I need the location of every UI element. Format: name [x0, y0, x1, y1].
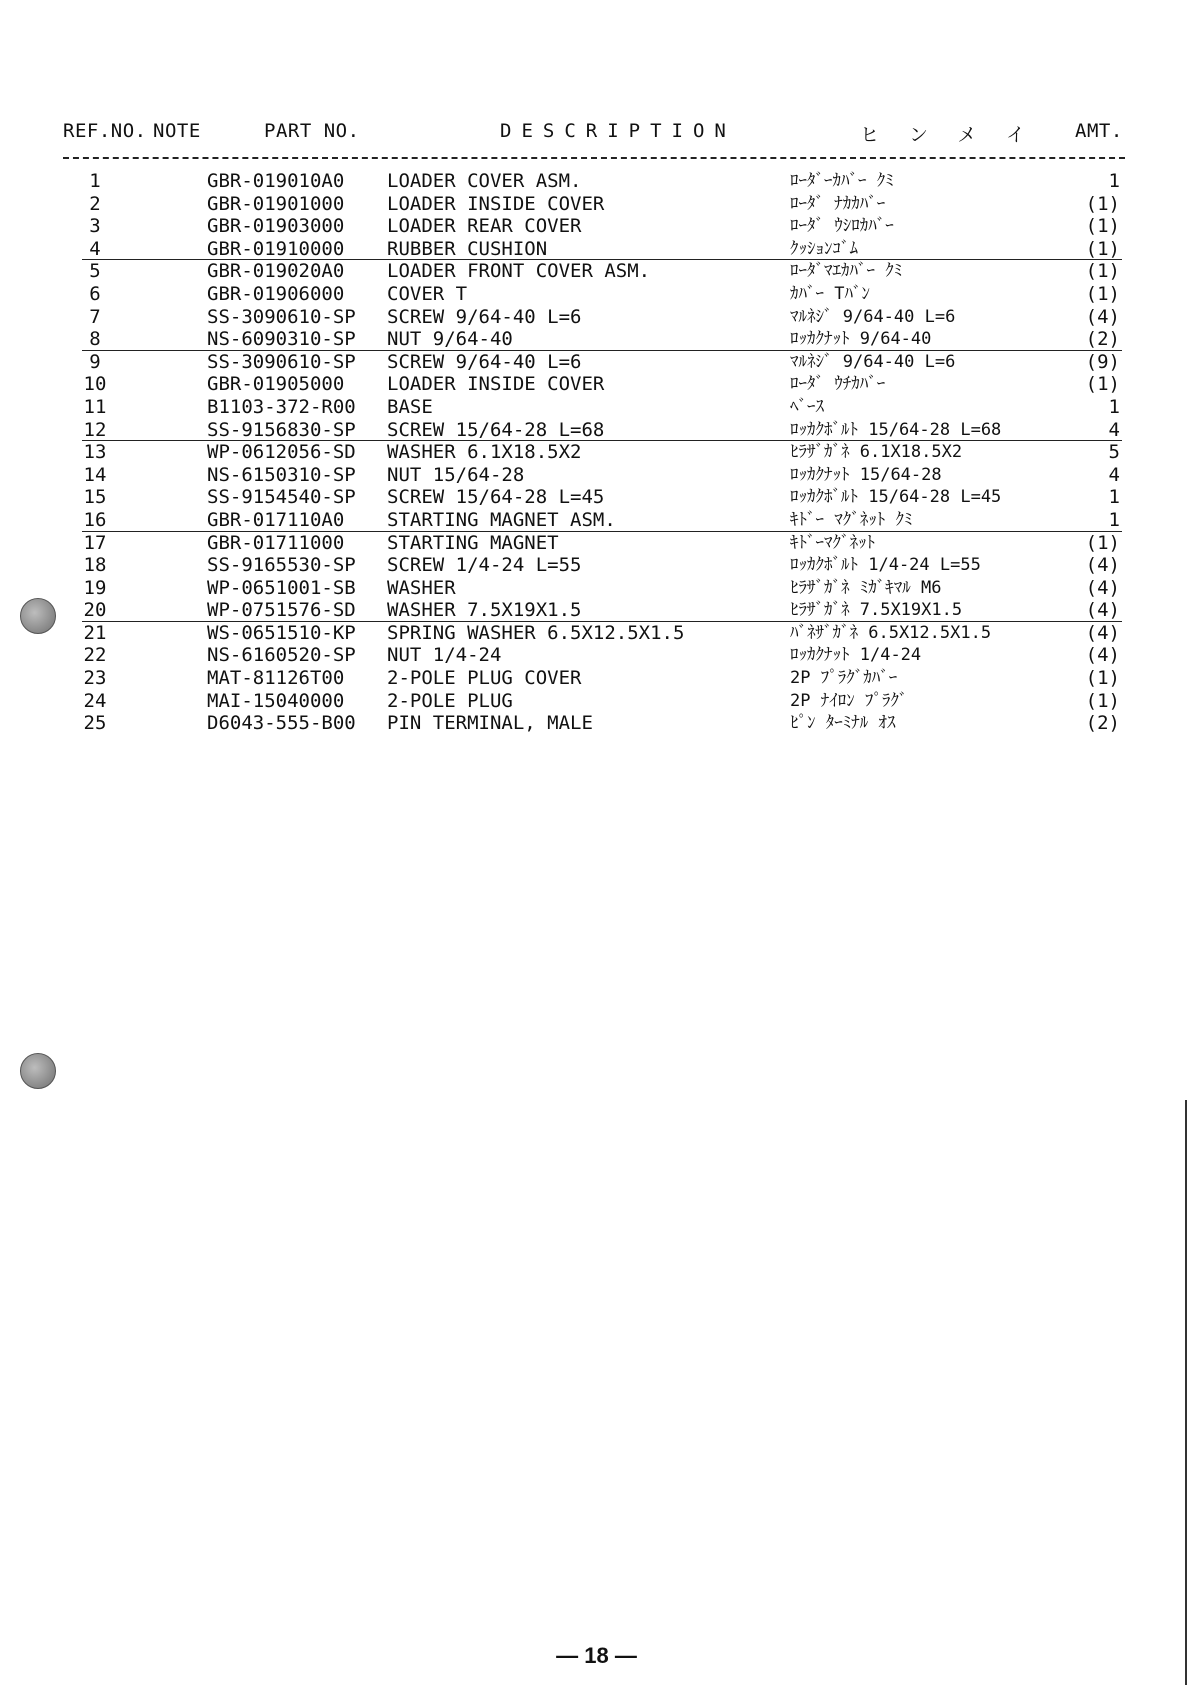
kana-cell: ﾋﾟﾝ ﾀｰﾐﾅﾙ ｵｽ	[790, 713, 896, 734]
header-divider	[63, 157, 1125, 159]
kana-cell: ﾋﾗｻﾞｶﾞﾈ 7.5X19X1.5	[790, 600, 963, 621]
part-cell: GBR-017110A0	[207, 508, 345, 531]
description-cell: SCREW 9/64-40 L=6	[387, 350, 582, 373]
part-cell: SS-9154540-SP	[207, 486, 356, 509]
description-cell: SCREW 15/64-28 L=68	[387, 418, 605, 441]
ref-cell: 12	[83, 418, 107, 441]
kana-cell: 2P ﾌﾟﾗｸﾞｶﾊﾞｰ	[790, 668, 898, 689]
table-row	[0, 238, 1193, 261]
part-cell: SS-9165530-SP	[207, 554, 356, 577]
part-cell: GBR-01910000	[207, 237, 345, 260]
description-cell: SCREW 15/64-28 L=45	[387, 486, 605, 509]
description-cell: WASHER 6.1X18.5X2	[387, 441, 582, 464]
table-row	[0, 396, 1193, 419]
ref-cell: 20	[83, 599, 107, 622]
table-row	[0, 215, 1193, 238]
part-cell: GBR-019020A0	[207, 260, 345, 283]
description-cell: NUT 15/64-28	[387, 463, 525, 486]
ref-cell: 16	[83, 508, 107, 531]
ref-cell: 18	[83, 554, 107, 577]
header-kana: ヒンメイ	[860, 124, 1056, 146]
ref-cell: 10	[83, 373, 107, 396]
punch-hole-icon	[20, 1053, 56, 1089]
part-cell: WS-0651510-KP	[207, 621, 356, 644]
amt-cell: (1)	[1085, 237, 1120, 260]
description-cell: STARTING MAGNET	[387, 531, 559, 554]
description-cell: LOADER FRONT COVER ASM.	[387, 260, 651, 283]
amt-cell: 4	[1108, 463, 1120, 486]
part-cell: SS-3090610-SP	[207, 305, 356, 328]
table-row	[0, 509, 1193, 532]
kana-cell: ｷﾄﾞｰﾏｸﾞﾈｯﾄ	[790, 532, 875, 553]
description-cell: PIN TERMINAL, MALE	[387, 712, 593, 735]
kana-cell: ﾛｯｶｸﾅｯﾄ 1/4-24	[790, 645, 922, 666]
kana-cell: ﾛｰﾀﾞ ｳﾁｶﾊﾞｰ	[790, 374, 886, 395]
page-number: — 18 —	[556, 1643, 637, 1668]
header-part-no: PART NO.	[264, 120, 360, 142]
table-row	[0, 554, 1193, 577]
description-cell: LOADER REAR COVER	[387, 215, 582, 238]
ref-cell: 19	[83, 576, 107, 599]
part-cell: D6043-555-B00	[207, 712, 356, 735]
scan-edge-line	[1185, 1100, 1187, 1685]
table-row	[0, 283, 1193, 306]
kana-cell: ﾛｰﾀﾞ ﾅｶｶﾊﾞｰ	[790, 193, 886, 214]
amt-cell: (1)	[1085, 282, 1120, 305]
description-cell: 2-POLE PLUG COVER	[387, 667, 582, 690]
description-cell: STARTING MAGNET ASM.	[387, 508, 616, 531]
ref-cell: 4	[89, 237, 101, 260]
part-cell: NS-6150310-SP	[207, 463, 356, 486]
table-row	[0, 306, 1193, 329]
table-row	[0, 260, 1193, 283]
part-cell: WP-0612056-SD	[207, 441, 356, 464]
description-cell: LOADER COVER ASM.	[387, 170, 582, 192]
ref-cell: 7	[89, 305, 101, 328]
amt-cell: (4)	[1085, 621, 1120, 644]
kana-cell: ﾊﾞﾈｻﾞｶﾞﾈ 6.5X12.5X1.5	[790, 622, 992, 643]
part-cell: GBR-01903000	[207, 215, 345, 238]
description-cell: COVER T	[387, 282, 468, 305]
ref-cell: 15	[83, 486, 107, 509]
part-cell: NS-6160520-SP	[207, 644, 356, 667]
table-row	[0, 667, 1193, 690]
kana-cell: 2P ﾅｲﾛﾝ ﾌﾟﾗｸﾞ	[790, 690, 908, 711]
amt-cell: (4)	[1085, 576, 1120, 599]
kana-cell: ｶﾊﾞｰ Tﾊﾞﾝ	[790, 283, 870, 304]
part-cell: GBR-01711000	[207, 531, 345, 554]
table-row	[0, 486, 1193, 509]
amt-cell: 1	[1108, 486, 1120, 509]
amt-cell: 4	[1108, 418, 1120, 441]
amt-cell: (2)	[1085, 328, 1120, 351]
part-cell: B1103-372-R00	[207, 395, 356, 418]
part-cell: NS-6090310-SP	[207, 328, 356, 351]
part-cell: SS-3090610-SP	[207, 350, 356, 373]
part-cell: WP-0651001-SB	[207, 576, 356, 599]
part-cell: GBR-01901000	[207, 192, 345, 215]
ref-cell: 1	[89, 170, 101, 192]
description-cell: 2-POLE PLUG	[387, 689, 513, 712]
amt-cell: (2)	[1085, 712, 1120, 735]
description-cell: NUT 9/64-40	[387, 328, 513, 351]
header-ref-no: REF.NO.	[63, 120, 147, 142]
description-cell: WASHER 7.5X19X1.5	[387, 599, 582, 622]
table-row	[0, 328, 1193, 351]
description-cell: SCREW 1/4-24 L=55	[387, 554, 582, 577]
description-cell: NUT 1/4-24	[387, 644, 502, 667]
amt-cell: (4)	[1085, 305, 1120, 328]
description-cell: SCREW 9/64-40 L=6	[387, 305, 582, 328]
part-cell: SS-9156830-SP	[207, 418, 356, 441]
parts-table	[0, 170, 1193, 735]
part-cell: GBR-01905000	[207, 373, 345, 396]
kana-cell: ﾛｯｶｸﾎﾞﾙﾄ 15/64-28 L=68	[790, 419, 1002, 440]
part-cell: WP-0751576-SD	[207, 599, 356, 622]
part-cell: MAI-15040000	[207, 689, 345, 712]
kana-cell: ｷﾄﾞｰ ﾏｸﾞﾈｯﾄ ｸﾐ	[790, 509, 913, 530]
amt-cell: (1)	[1085, 373, 1120, 396]
table-row	[0, 464, 1193, 487]
amt-cell: (4)	[1085, 599, 1120, 622]
amt-cell: (1)	[1085, 531, 1120, 554]
kana-cell: ﾛｰﾀﾞｰｶﾊﾞｰ ｸﾐ	[790, 171, 894, 191]
amt-cell: (1)	[1085, 667, 1120, 690]
table-row	[0, 170, 1193, 193]
table-row	[0, 373, 1193, 396]
kana-cell: ｸｯｼｮﾝｺﾞﾑ	[790, 238, 858, 259]
ref-cell: 23	[83, 667, 107, 690]
table-row	[0, 712, 1193, 735]
ref-cell: 5	[89, 260, 101, 283]
table-row	[0, 622, 1193, 645]
amt-cell: 1	[1108, 508, 1120, 531]
kana-cell: ﾋﾗｻﾞｶﾞﾈ 6.1X18.5X2	[790, 442, 963, 463]
ref-cell: 11	[83, 395, 107, 418]
table-row	[0, 577, 1193, 600]
amt-cell: (9)	[1085, 350, 1120, 373]
ref-cell: 8	[89, 328, 101, 351]
table-row	[0, 193, 1193, 216]
amt-cell: (4)	[1085, 644, 1120, 667]
amt-cell: (1)	[1085, 689, 1120, 712]
description-cell: WASHER	[387, 576, 456, 599]
description-cell: BASE	[387, 395, 433, 418]
table-row	[0, 419, 1193, 442]
amt-cell: (4)	[1085, 554, 1120, 577]
amt-cell: 5	[1108, 441, 1120, 464]
description-cell: SPRING WASHER 6.5X12.5X1.5	[387, 621, 685, 644]
description-cell: LOADER INSIDE COVER	[387, 373, 605, 396]
ref-cell: 6	[89, 282, 101, 305]
part-cell: GBR-01906000	[207, 282, 345, 305]
header-note: NOTE	[153, 120, 201, 142]
ref-cell: 9	[89, 350, 101, 373]
amt-cell: (1)	[1085, 215, 1120, 238]
part-cell: GBR-019010A0	[207, 170, 345, 192]
kana-cell: ﾍﾞｰｽ	[790, 396, 824, 417]
ref-cell: 13	[83, 441, 107, 464]
description-cell: RUBBER CUSHION	[387, 237, 548, 260]
kana-cell: ﾛｰﾀﾞ ｳｼﾛｶﾊﾞｰ	[790, 216, 894, 237]
table-row	[0, 351, 1193, 374]
ref-cell: 24	[83, 689, 107, 712]
kana-cell: ﾛｰﾀﾞﾏｴｶﾊﾞｰ ｸﾐ	[790, 261, 903, 282]
ref-cell: 2	[89, 192, 101, 215]
kana-cell: ﾛｯｶｸﾎﾞﾙﾄ 15/64-28 L=45	[790, 487, 1002, 508]
ref-cell: 21	[83, 621, 107, 644]
kana-cell: ﾛｯｶｸﾅｯﾄ 15/64-28	[790, 464, 942, 485]
amt-cell: (1)	[1085, 192, 1120, 215]
kana-cell: ﾋﾗｻﾞｶﾞﾈ ﾐｶﾞｷﾏﾙ M6	[790, 577, 942, 598]
table-row	[0, 532, 1193, 555]
ref-cell: 3	[89, 215, 101, 238]
kana-cell: ﾛｯｶｸﾅｯﾄ 9/64-40	[790, 329, 932, 350]
amt-cell: 1	[1108, 170, 1120, 192]
amt-cell: (1)	[1085, 260, 1120, 283]
table-row	[0, 441, 1193, 464]
ref-cell: 22	[83, 644, 107, 667]
description-cell: LOADER INSIDE COVER	[387, 192, 605, 215]
header-amt: AMT.	[1075, 120, 1123, 142]
kana-cell: ﾏﾙﾈｼﾞ 9/64-40 L=6	[790, 306, 956, 327]
part-cell: MAT-81126T00	[207, 667, 345, 690]
table-row	[0, 690, 1193, 713]
ref-cell: 14	[83, 463, 107, 486]
ref-cell: 17	[83, 531, 107, 554]
table-row	[0, 599, 1193, 622]
kana-cell: ﾏﾙﾈｼﾞ 9/64-40 L=6	[790, 351, 956, 372]
header-description: DESCRIPTION	[500, 120, 736, 142]
kana-cell: ﾛｯｶｸﾎﾞﾙﾄ 1/4-24 L=55	[790, 555, 981, 576]
ref-cell: 25	[83, 712, 107, 735]
table-row	[0, 644, 1193, 667]
amt-cell: 1	[1108, 395, 1120, 418]
